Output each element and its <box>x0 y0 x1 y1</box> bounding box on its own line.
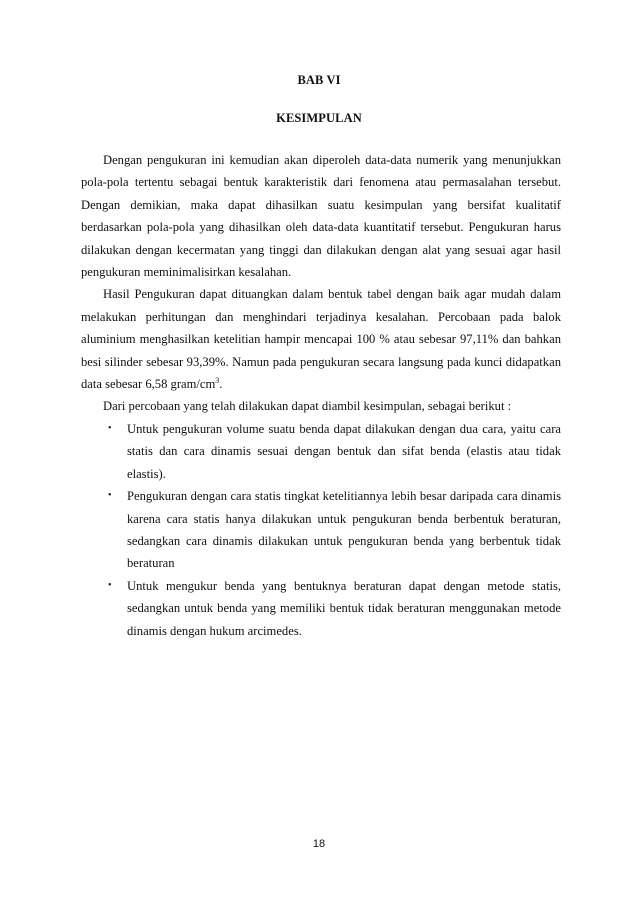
body-text <box>81 149 561 642</box>
sentence-end: . <box>219 377 223 392</box>
page-number: 18 <box>312 838 326 850</box>
conclusion-list <box>81 418 561 642</box>
list-item <box>108 485 561 575</box>
list-item-text: Untuk pengukuran volume suatu benda dapat dilakukan dengan dua cara, yaitu cara statis dan cara dinamis sesuai dengan bentuk dan sifat benda (elastis atau tidak elastis). <box>127 421 561 481</box>
paragraph-results-text: Hasil Pengukuran dapat dituangkan dalam bentuk tabel dengan baik agar mudah dalam melakukan perhitungan dan menghindari terjadinya kesalahan. Percobaan pada balok aluminium menghasilkan ketelitian hampir mencapai 100 % atau sebesar 97,11% dan bahkan besi silinder sebesar 93,39%. Namun pada pengukuran secara langsung pada kunci didapatkan data sebesar 6,58 gram/cm <box>81 287 561 392</box>
list-item <box>108 418 561 485</box>
paragraph-results <box>81 283 561 395</box>
bullet-icon: • <box>108 422 112 434</box>
list-item-text: Pengukuran dengan cara statis tingkat ketelitiannya lebih besar daripada cara dinamis karena cara statis hanya dilakukan untuk pengukuran benda berbentuk beraturan, sedangkan cara dinamis dilakukan untuk pengukuran benda yang berbentuk tidak beraturan <box>127 489 561 571</box>
unit-superscript: 3 <box>215 375 220 385</box>
list-item <box>108 575 561 642</box>
bullet-icon: • <box>108 579 112 591</box>
list-item-text: Untuk mengukur benda yang bentuknya beraturan dapat dengan metode statis, sedangkan untuk benda yang memiliki bentuk tidak beraturan menggunakan metode dinamis dengan hukum arcimedes. <box>127 578 561 638</box>
chapter-title: KESIMPULAN <box>276 111 362 125</box>
list-intro: Dari percobaan yang telah dilakukan dapat diambil kesimpulan, sebagai berikut : <box>103 399 512 414</box>
paragraph-measurement: Dengan pengukuran ini kemudian akan diperoleh data-data numerik yang menunjukkan pola-pola tertentu sebagai bentuk karakteristik dari fenomena atau permasalahan tersebut. Dengan demikian, maka dapat dihasilkan suatu kesimpulan yang bersifat kualitatif berdasarkan pola-pola yang dihasilkan oleh data-data kuantitatif tersebut. Pengukuran harus dilakukan dengan kecermatan yang tinggi dan dilakukan dengan alat yang sesuai agar hasil pengukuran meminimalisirkan kesalahan. <box>81 153 561 280</box>
chapter-heading: BAB VI <box>297 73 341 87</box>
bullet-icon: • <box>108 490 112 502</box>
